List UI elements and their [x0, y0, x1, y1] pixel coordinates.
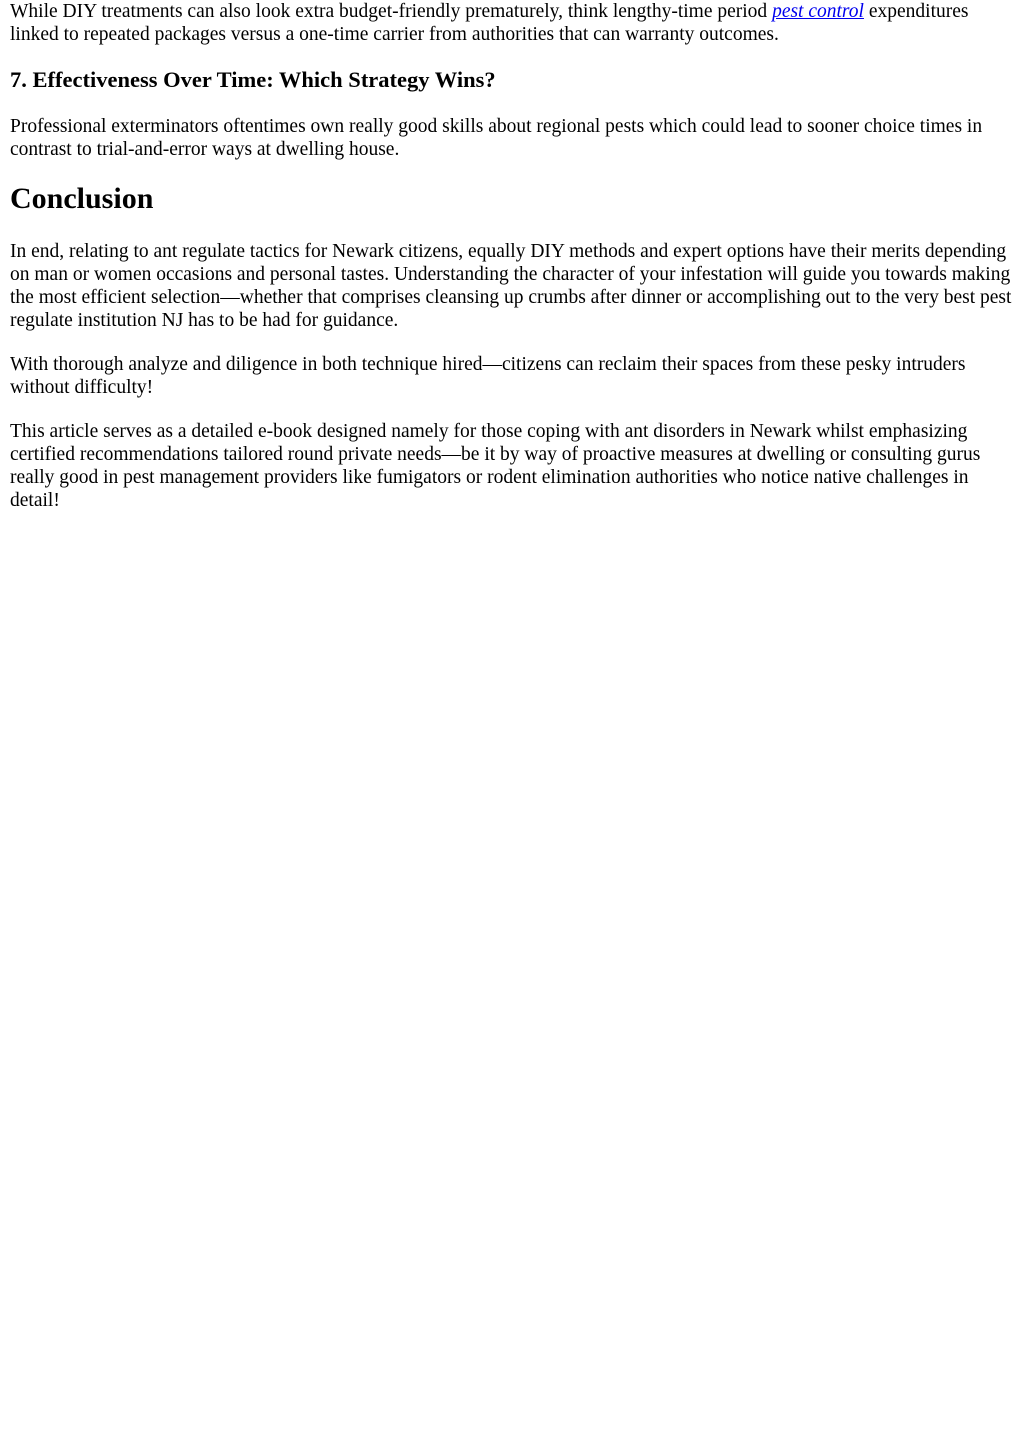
conclusion-paragraph: With thorough analyze and diligence in both technique hired—citizens can reclaim their spaces from these pesky intruders without difficulty!	[10, 354, 966, 398]
article-body	[0, 0, 1024, 512]
conclusion-paragraph: This article serves as a detailed e-book designed namely for those coping with ant disorders in Newark whilst emphasizing certified recommendations tailored round private needs—be it by way of proactive measures at dwelling or consulting gurus really good in pest management providers like fumigators or rodent elimination authorities who notice native challenges in detail!	[10, 421, 981, 511]
conclusion-heading: Conclusion	[10, 182, 154, 215]
conclusion-paragraph: In end, relating to ant regulate tactics for Newark citizens, equally DIY methods and expert options have their merits depending on man or women occasions and personal tastes. Understanding the character of your infestation will guide you towards making the most efficient selection—whether that comprises cleansing up crumbs after dinner or accomplishing out to the very best pest regulate institution NJ has to be had for guidance.	[10, 241, 1012, 331]
section-7-heading: 7. Effectiveness Over Time: Which Strategy Wins?	[10, 67, 496, 92]
pest-control-link[interactable]: pest control	[772, 1, 864, 22]
section-7-paragraph: Professional exterminators oftentimes own really good skills about regional pests which could lead to sooner choice times in contrast to trial-and-error ways at dwelling house.	[10, 116, 983, 160]
intro-text-after-link: expenditures linked to repeated packages versus a one-time carrier from authorities that can warranty outcomes.	[10, 1, 969, 45]
intro-paragraph	[10, 0, 1014, 46]
intro-text-before-link: While DIY treatments can also look extra budget-friendly prematurely, think lengthy-time period	[10, 1, 773, 22]
